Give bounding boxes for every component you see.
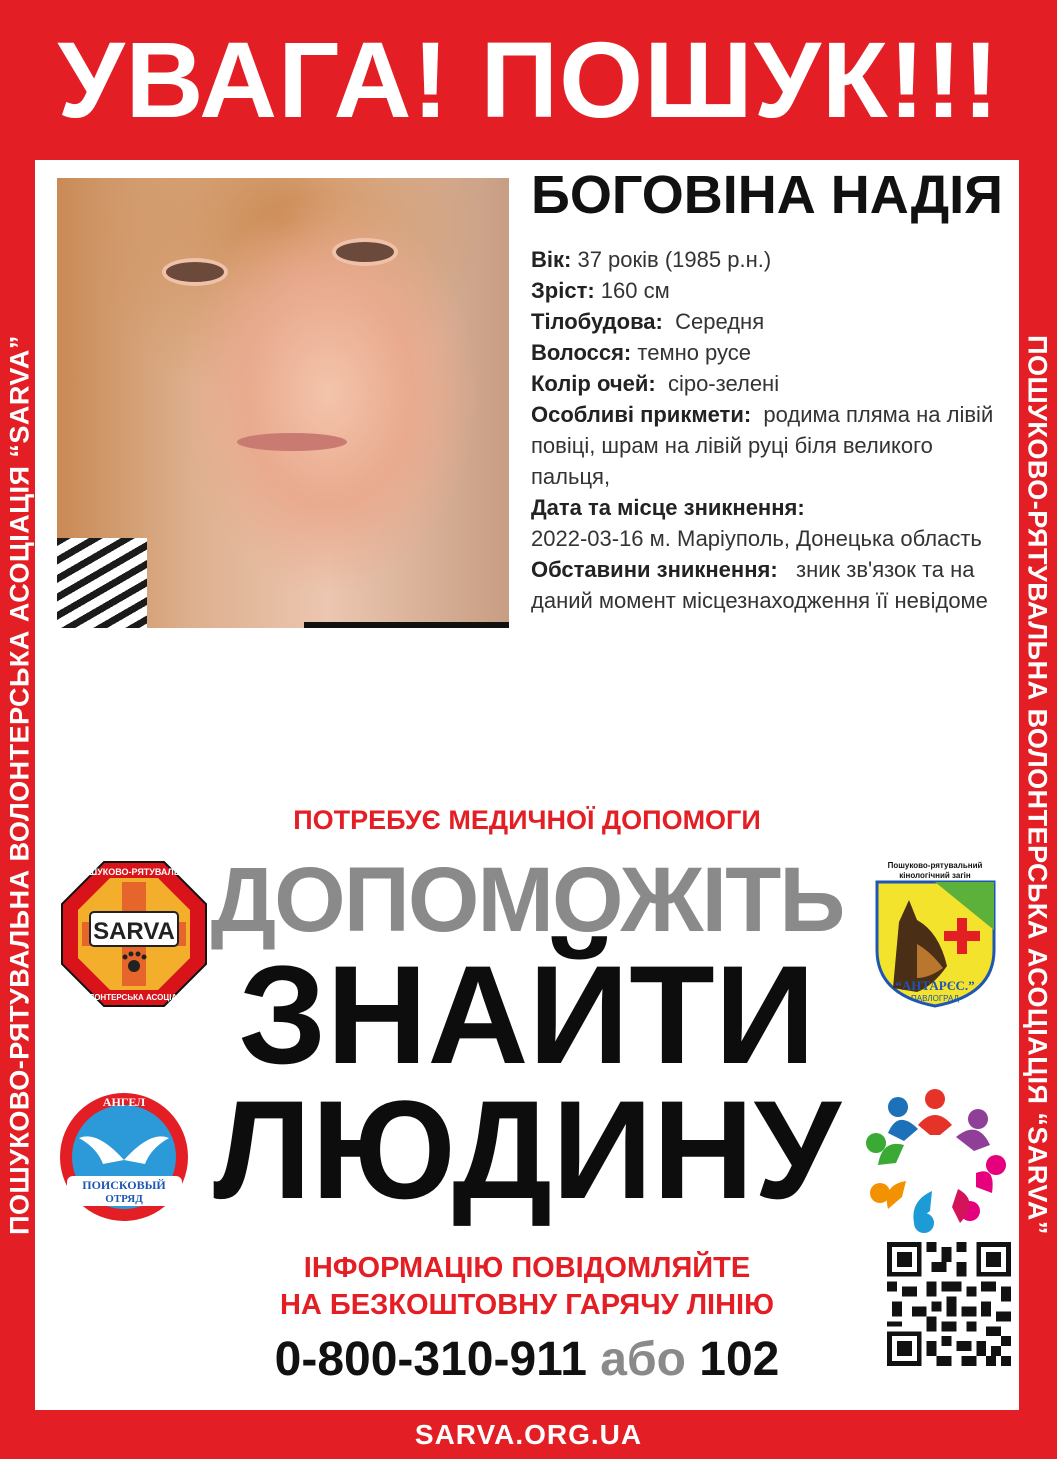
photo-eye-left: [162, 258, 228, 286]
antares-logo-city: ПАВЛОГРАД: [911, 994, 959, 1003]
person-info: [531, 244, 1001, 616]
age-value: 37 років (1985 р.н.): [577, 247, 772, 272]
phone-main[interactable]: 0-800-310-911: [274, 1333, 587, 1386]
missing-value: 2022-03-16 м. Маріуполь, Донецька область: [531, 526, 982, 551]
sarva-logo-top-text: ПОШУКОВО-РЯТУВАЛЬНА: [74, 867, 194, 877]
people-circle-logo: [860, 1085, 1010, 1235]
age-label: Вік:: [531, 247, 572, 272]
hair-value: темно русе: [637, 340, 752, 365]
help-heading: ДОПОМОЖІТЬ: [210, 849, 844, 951]
info-circumstances: [531, 554, 1001, 616]
person-heading: ЛЮДИНУ: [213, 1071, 841, 1228]
person-name: БОГОВІНА НАДІЯ: [531, 165, 1003, 225]
sarva-logo: [60, 860, 208, 1008]
angel-logo-bottom1: ПОИСКОВЫЙ: [82, 1178, 166, 1192]
eyes-label: Колір очей:: [531, 371, 656, 396]
photo-striped-shirt: [57, 538, 147, 628]
phone-or: або: [600, 1333, 686, 1386]
photo-mouth: [237, 433, 347, 451]
sarva-logo-bottom-text: ВОЛОНТЕРСЬКА АСОЦІАЦІЯ: [76, 993, 192, 1002]
content-panel: [35, 160, 1019, 1410]
info-age: [531, 244, 1001, 275]
info-marks: [531, 399, 1001, 492]
antares-logo: [873, 860, 998, 1010]
photo-eye-right: [332, 238, 398, 266]
antares-logo-top1: Пошуково-рятувальний: [887, 861, 983, 870]
hair-label: Волосся:: [531, 340, 632, 365]
antares-logo-name: “АНТАРЄС.”: [895, 978, 975, 993]
qr-code[interactable]: [887, 1242, 1011, 1366]
sarva-logo-center-text: SARVA: [93, 918, 175, 945]
info-height: [531, 275, 1001, 306]
people-icon: [866, 1089, 1006, 1233]
headline: УВАГА! ПОШУК!!!: [57, 19, 1000, 140]
angel-logo: [57, 1090, 192, 1225]
info-eyes: [531, 368, 1001, 399]
phone-alt[interactable]: 102: [699, 1333, 780, 1386]
info-hair: [531, 337, 1001, 368]
height-label: Зріст:: [531, 278, 595, 303]
build-label: Тілобудова:: [531, 309, 663, 334]
report-notice: [35, 1250, 1019, 1324]
info-missing: [531, 492, 1001, 554]
person-photo: [57, 178, 509, 628]
build-value: Середня: [675, 309, 765, 334]
antares-logo-top2: кінологічний загін: [899, 871, 971, 880]
photo-bottom-bar: [304, 622, 509, 628]
medical-notice: ПОТРЕБУЄ МЕДИЧНОЇ ДОПОМОГИ: [293, 805, 761, 835]
height-value: 160 см: [600, 278, 670, 303]
hotline-phones: [35, 1330, 1019, 1390]
angel-logo-bottom2: ОТРЯД: [105, 1193, 143, 1205]
side-banner-right: [1017, 160, 1057, 1410]
report-line-2: НА БЕЗКОШТОВНУ ГАРЯЧУ ЛІНІЮ: [279, 1289, 775, 1321]
find-heading: ЗНАЙТИ: [238, 936, 816, 1093]
side-text-right: ПОШУКОВО-РЯТУВАЛЬНА ВОЛОНТЕРСЬКА АСОЦІАЦІЯ “SARVA”: [1022, 335, 1053, 1235]
marks-value: родима пляма на лівій повіці, шрам на лівій руці біля великого пальця,: [531, 402, 994, 489]
missing-label: Дата та місце зникнення:: [531, 495, 805, 520]
eyes-value: сіро-зелені: [667, 371, 780, 396]
footer-site[interactable]: SARVA.ORG.UA: [414, 1419, 643, 1450]
angel-logo-top: АНГЕЛ: [102, 1095, 146, 1109]
info-build: [531, 306, 1001, 337]
marks-label: Особливі прикмети:: [531, 402, 752, 427]
side-banner-left: [0, 160, 40, 1410]
circumstances-value: зник зв'язок та на даний момент місцезнаходження її невідоме: [531, 557, 988, 613]
report-line-1: ІНФОРМАЦІЮ ПОВІДОМЛЯЙТЕ: [303, 1252, 751, 1284]
circumstances-label: Обставини зникнення:: [531, 557, 778, 582]
side-text-left: ПОШУКОВО-РЯТУВАЛЬНА ВОЛОНТЕРСЬКА АСОЦІАЦІЯ “SARVA”: [4, 335, 35, 1235]
